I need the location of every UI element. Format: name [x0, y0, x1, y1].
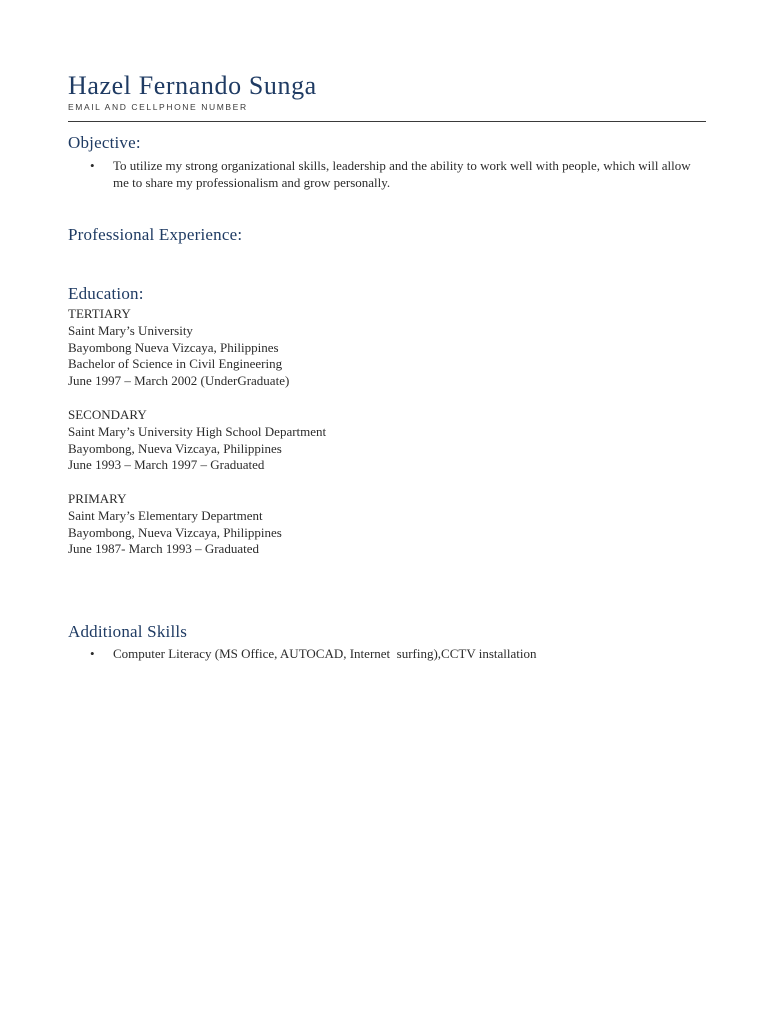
objective-heading: Objective: — [68, 133, 141, 152]
skills-bullet-item — [68, 645, 688, 663]
education-level: PRIMARY — [68, 491, 127, 506]
experience-heading: Professional Experience: — [68, 225, 243, 244]
education-location: Bayombong, Nueva Vizcaya, Philippines — [68, 440, 282, 456]
bullet-icon: • — [90, 646, 95, 661]
objective-text: To utilize my strong organizational skills, leadership and the ability to work well with people, which will allow me to share my professionalism and grow personally. — [113, 158, 691, 190]
header-divider — [68, 121, 706, 122]
education-dates: June 1993 – March 1997 – Graduated — [68, 457, 265, 473]
education-dates: June 1997 – March 2002 (UnderGraduate) — [68, 373, 290, 389]
bullet-icon: • — [90, 158, 95, 173]
education-location: Bayombong Nueva Vizcaya, Philippines — [68, 339, 279, 355]
education-dates: June 1987- March 1993 – Graduated — [68, 541, 259, 557]
applicant-name: Hazel Fernando Sunga — [68, 71, 317, 100]
education-school: Saint Mary’s University — [68, 322, 193, 338]
objective-bullet-item — [68, 157, 691, 193]
education-heading: Education: — [68, 284, 144, 303]
skills-heading: Additional Skills — [68, 622, 188, 641]
education-primary — [68, 491, 282, 558]
education-level: TERTIARY — [68, 306, 131, 321]
education-location: Bayombong, Nueva Vizcaya, Philippines — [68, 524, 282, 540]
skills-text: Computer Literacy (MS Office, AUTOCAD, Internet surfing),CCTV installation — [113, 646, 537, 661]
education-level: SECONDARY — [68, 407, 147, 422]
education-degree: Bachelor of Science in Civil Engineering — [68, 356, 283, 372]
contact-line: EMAIL AND CELLPHONE NUMBER — [68, 102, 248, 112]
education-school: Saint Mary’s University High School Department — [68, 423, 327, 439]
education-tertiary — [68, 306, 289, 390]
education-secondary — [68, 407, 326, 474]
education-school: Saint Mary’s Elementary Department — [68, 507, 263, 523]
